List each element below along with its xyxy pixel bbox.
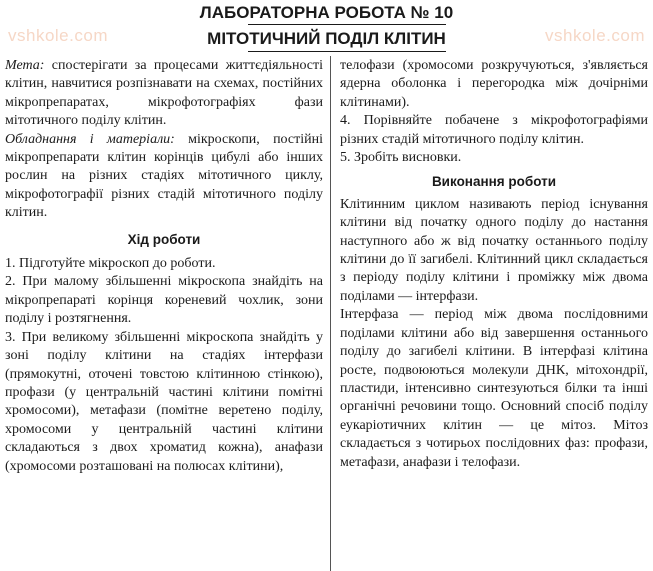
execution-paragraph-2: Інтерфаза — період між двома послідовними поділами клітини або від завершення останнього поділу до загибелі клітини. В інтерфазі клітина росте, подвоюються молекули ДНК, мітохондрії, пластиди, інтенсивно синтезуються білки та інші органічні речовини тощо. Основний спосіб поділу еукаріотичних клітин — це мітоз. Мітоз складається з чотирьох послідовних фаз: профази, метафази, анафази і телофази. (340, 307, 648, 470)
goal-text: спостерігати за процесами життєдіяльності клітин, навчитися розпізнавати на схемах, постійних мікропрепаратах, мікрофотографіях фази мітотичного поділу клітин. (5, 58, 324, 129)
lab-title: ЛАБОРАТОРНА РОБОТА № 10 (199, 3, 454, 22)
equipment-label: Обладнання і матеріали: (5, 131, 175, 147)
step-4: 4. Порівняйте побачене з мікрофотографіями різних стадій мітотичного поділу клітин. (340, 113, 648, 147)
right-column (340, 57, 648, 472)
subtitle-underline (248, 51, 446, 52)
goal-paragraph (5, 57, 323, 131)
step-2: 2. При малому збільшенні мікроскопа знайдіть на мікропрепараті корінця кореневий чохлик, зони поділу і розтягнення. (5, 274, 323, 327)
equipment-text: мікроскопи, постійні мікропрепарати клітин корінців цибулі або інших рослин на різних стадіях мітотичного циклу, мікрофотографії різних стадій мітотичного поділу клітин. (5, 131, 323, 221)
watermark-left: vshkole.com (8, 26, 108, 45)
step-1: 1. Підготуйте мікроскоп до роботи. (5, 256, 216, 272)
equipment-paragraph (5, 131, 323, 223)
column-divider (330, 56, 331, 571)
watermark-right: vshkole.com (545, 26, 645, 45)
step-3: 3. При великому збільшенні мікроскопа знайдіть у зоні поділу клітини на стадіях інтерфази (прямокутні, оточені товстою клітинною стінкою), профази (у центральній частині клітини помітні хромосоми), метафази (помітне веретено поділу, хромосоми у центральній частині клітини складаються з двох хроматид кожна), анафази (хромосоми розташовані на полюсах клітини), (5, 329, 323, 474)
execution-paragraph-1: Клітинним циклом називають період існування клітини від початку одного поділу до настання наступного або ж від початку останнього поділу клітини до її загибелі. Клітинний цикл складається з періоду поділу клітини і проміжку між двома поділами — інтерфази. (340, 196, 648, 304)
step-5: 5. Зробіть висновки. (340, 150, 462, 166)
progress-heading: Хід роботи (127, 231, 201, 247)
step-3-continued: телофази (хромосоми розкручуються, з'являється ядерна оболонка і перегородка між дочірніми клітинами). (340, 58, 648, 110)
lab-subtitle: МІТОТИЧНИЙ ПОДІЛ КЛІТИН (207, 29, 446, 48)
left-column (5, 57, 323, 476)
execution-heading: Виконання роботи (431, 174, 557, 190)
goal-label: Мета: (5, 58, 45, 73)
title-underline (248, 24, 446, 25)
